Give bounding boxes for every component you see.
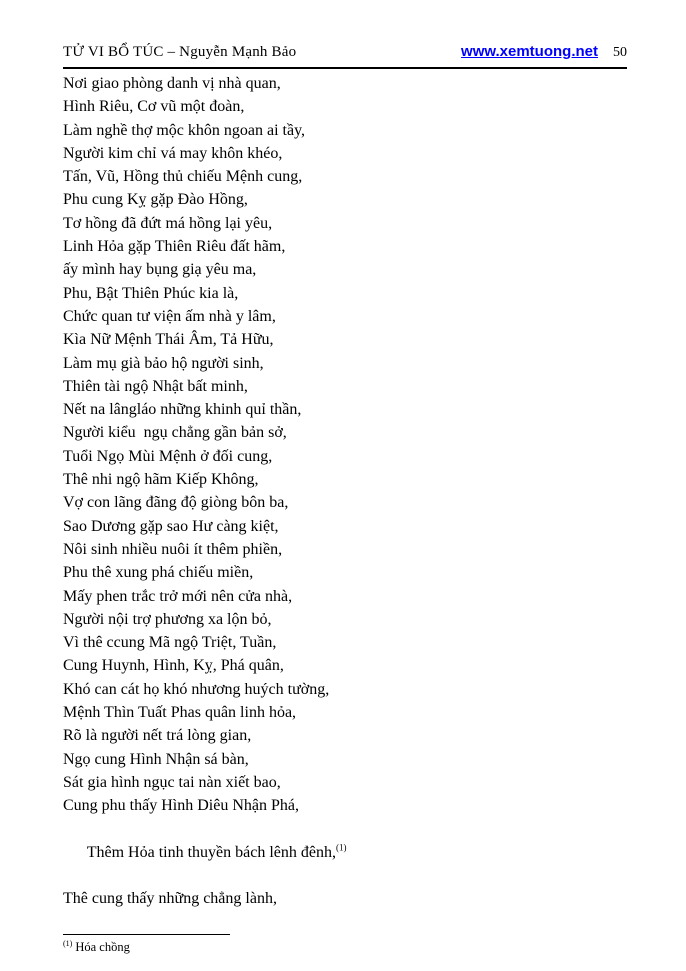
poem-line: Tấn, Vũ, Hồng thủ chiếu Mệnh cung, bbox=[63, 168, 303, 186]
poem-line: Thê nhi ngộ hãm Kiếp Không, bbox=[63, 471, 259, 489]
poem-line: Ngọ cung Hình Nhận sá bàn, bbox=[63, 750, 249, 768]
poem-line: Mệnh Thìn Tuất Phas quân linh hỏa, bbox=[63, 704, 297, 722]
poem-line: Mấy phen trắc trở mới nên cửa nhà, bbox=[63, 587, 293, 605]
poem-line: Kìa Nữ Mệnh Thái Âm, Tả Hữu, bbox=[63, 331, 274, 349]
poem-line: Người nội trợ phương xa lộn bỏ, bbox=[63, 610, 272, 628]
poem-line: Người kiểu ngụ chẳng gần bản sở, bbox=[63, 424, 287, 442]
website-link[interactable]: www.xemtuong.net bbox=[461, 43, 598, 60]
poem-line: Vì thê ccung Mã ngộ Triệt, Tuần, bbox=[63, 634, 277, 652]
poem-line: Người kim chỉ vá may khôn khéo, bbox=[63, 144, 283, 162]
poem-line: Phu cung Kỵ gặp Đào Hồng, bbox=[63, 191, 248, 209]
header-divider bbox=[63, 67, 627, 69]
poem-line: Chức quan tư viện ấm nhà y lâm, bbox=[63, 307, 276, 325]
poem-body bbox=[63, 72, 627, 911]
footnote-reference: (1) bbox=[335, 842, 347, 853]
book-title: TỬ VI BỔ TÚC – Nguyễn Mạnh Bảo bbox=[63, 44, 297, 60]
footnote-divider bbox=[63, 934, 230, 935]
footnote bbox=[63, 940, 627, 955]
poem-line: Tuổi Ngọ Mùi Mệnh ở đối cung, bbox=[63, 447, 273, 465]
poem-line: Thê cung thấy những chẳng lành, bbox=[63, 890, 277, 908]
poem-line: Nơi giao phòng danh vị nhà quan, bbox=[63, 75, 281, 92]
poem-line: Linh Hỏa gặp Thiên Riêu đất hãm, bbox=[63, 238, 286, 256]
poem-line: Làm mụ già bảo hộ người sinh, bbox=[63, 354, 264, 372]
poem-line: Thiên tài ngộ Nhật bất minh, bbox=[63, 377, 248, 395]
poem-line: Sát gia hình ngục tai nàn xiết bao, bbox=[63, 773, 281, 791]
page-number: 50 bbox=[613, 45, 627, 60]
poem-line bbox=[63, 818, 627, 888]
poem-line: Nôi sinh nhiều nuôi ít thêm phiền, bbox=[63, 540, 283, 558]
poem-line-text: Thêm Hỏa tinh thuyền bách lênh đênh, bbox=[86, 843, 336, 861]
poem-line: ấy mình hay bụng giạ yêu ma, bbox=[63, 261, 257, 279]
poem-line: Rõ là người nết trá lòng gian, bbox=[63, 727, 252, 745]
poem-line: Hình Riêu, Cơ vũ một đoàn, bbox=[63, 98, 245, 116]
poem-line: Khó can cát họ khó nhương huých tường, bbox=[63, 680, 330, 698]
poem-line: Làm nghề thợ mộc khôn ngoan ai tầy, bbox=[63, 121, 306, 139]
footnote-text: Hóa chồng bbox=[75, 939, 130, 954]
header-right-group bbox=[461, 43, 627, 61]
poem-line: Sao Dương gặp sao Hư càng kiệt, bbox=[63, 517, 279, 535]
poem-line: Vợ con lãng đãng độ giòng bôn ba, bbox=[63, 494, 289, 512]
poem-line: Phu, Bật Thiên Phúc kia là, bbox=[63, 284, 239, 302]
footnote-marker: (1) bbox=[63, 938, 73, 948]
page-header bbox=[63, 0, 627, 61]
poem-line: Cung Huynh, Hình, Kỵ, Phá quân, bbox=[63, 657, 284, 675]
poem-line: Tơ hồng đã đứt má hồng lại yêu, bbox=[63, 214, 273, 232]
document-page bbox=[63, 0, 627, 955]
poem-line: Nết na lângláo những khinh quỉ thần, bbox=[63, 401, 302, 419]
poem-line: Cung phu thấy Hình Diêu Nhận Phá, bbox=[63, 797, 299, 815]
footnote-area bbox=[63, 934, 627, 955]
poem-line: Phu thê xung phá chiếu miền, bbox=[63, 564, 254, 582]
